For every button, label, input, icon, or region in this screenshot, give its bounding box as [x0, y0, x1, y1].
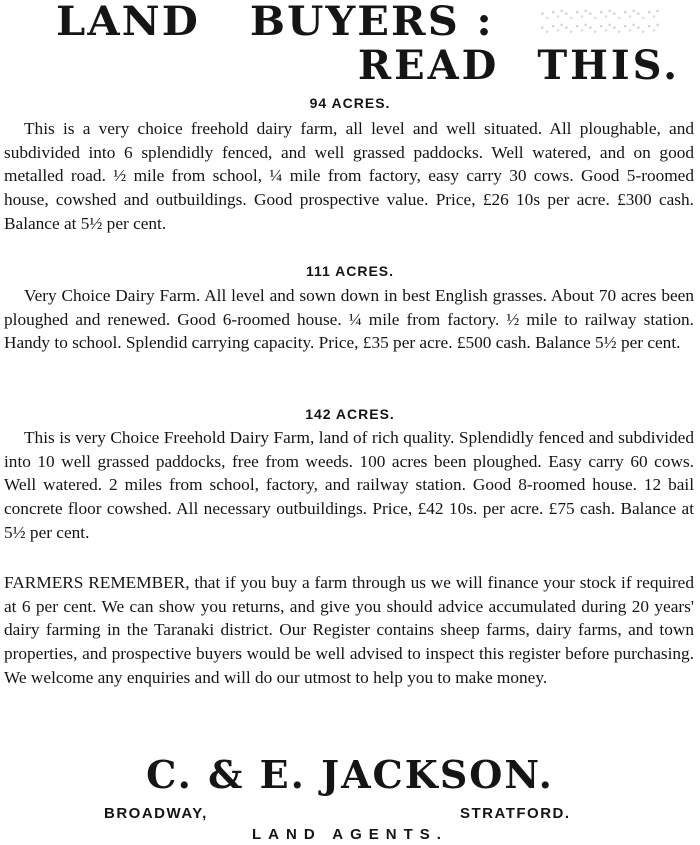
listing-heading-142-acres: 142 ACRES.: [305, 406, 395, 422]
listing-body: Very Choice Dairy Farm. All level and sown down in best English grasses. About 70 acres been ploughed and renewed. Good 6-roomed house. ¼ mile from factory. ½ mile to railway station. Handy to school. Splendid carrying capacity. Price, £35 per acre. £500 cash. Balance 5½ per cent.: [4, 286, 694, 353]
listing-heading-94-acres: 94 ACRES.: [309, 95, 391, 111]
print-speckle: [540, 8, 660, 36]
firm-name: C. & E. JACKSON.: [146, 752, 554, 797]
listing-body: This is a very choice freehold dairy farm, all level and well situated. All ploughable, and subdivided into 6 splendidly fenced, and well grassed paddocks. Well watered, and on good metalled road. ½ mile from school, ¼ mile from factory, easy carry 30 cows. Good 5-roomed house, cowshed and outbuildings. Good prospective value. Price, £26 10s per acre. £300 cash. Balance at 5½ per cent.: [4, 119, 694, 233]
listing-text-142-acres: [4, 426, 694, 545]
headline-word-land: LAND: [56, 0, 200, 45]
listing-text-94-acres: [4, 117, 694, 236]
firm-role: LAND AGENTS.: [252, 826, 448, 843]
listing-body: This is very Choice Freehold Dairy Farm, land of rich quality. Splendidly fenced and subdivided into 10 well grassed paddocks, free from weeds. 100 acres been ploughed. Easy carry 60 cows. Well watered. 2 miles from school, factory, and railway station. Good 8-roomed house. 12 bail concrete floor cowshed. All necessary outbuildings. Price, £42 10s. per acre. £75 cash. Balance at 5½ per cent.: [4, 428, 694, 542]
closing-paragraph: FARMERS REMEMBER, that if you buy a farm through us we will finance your stock if required at 6 per cent. We can show you returns, and give you should advice accumulated during 20 years' dairy farming in the Taranaki district. Our Register contains sheep farms, dairy farms, and town properties, and prospective buyers would be well advised to inspect this register before purchasing. We welcome any enquiries and will do our utmost to help you to make money.: [4, 573, 694, 687]
headline-line-2: [358, 40, 680, 92]
firm-location-town: STRATFORD.: [460, 805, 571, 822]
firm-location-street: BROADWAY,: [104, 805, 208, 822]
listing-text-111-acres: [4, 284, 694, 355]
headline-word-buyers: BUYERS :: [249, 0, 494, 45]
listing-heading-111-acres: 111 ACRES.: [305, 263, 395, 279]
headline-word-this: THIS.: [537, 42, 680, 89]
headline-word-read: READ: [357, 42, 500, 89]
